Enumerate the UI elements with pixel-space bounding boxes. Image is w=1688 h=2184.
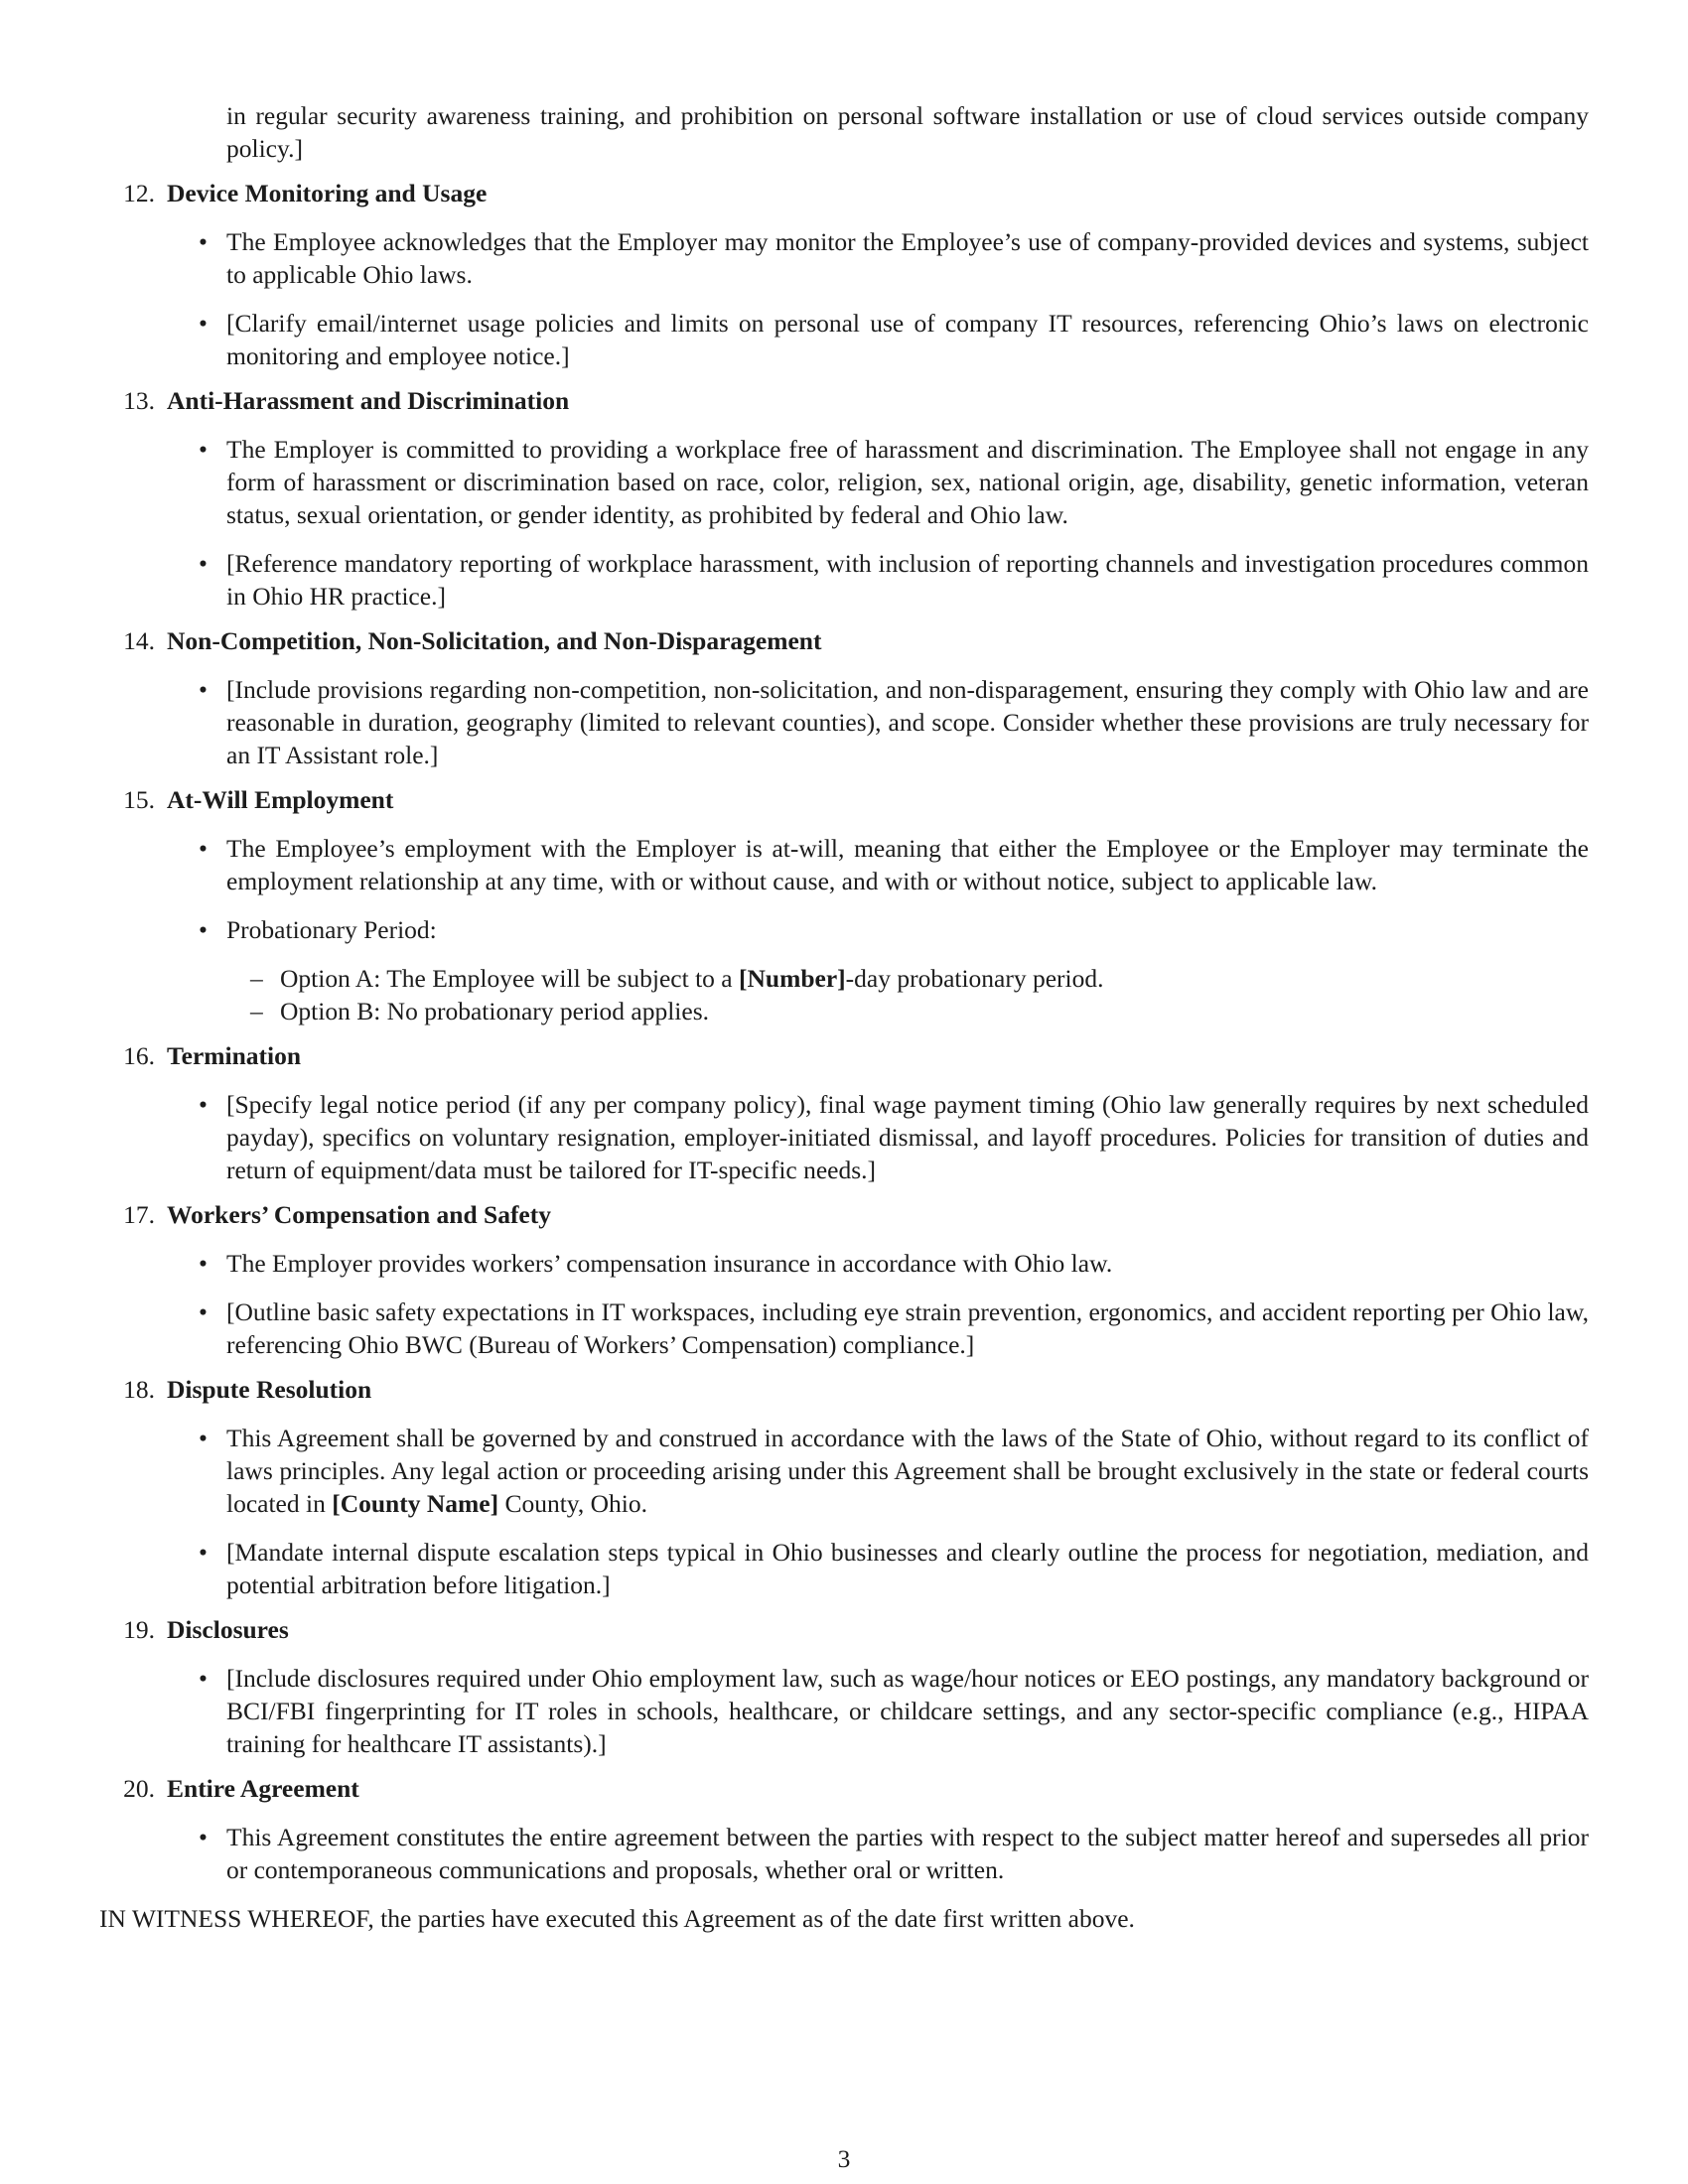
section-number: 15. [123, 785, 155, 814]
section-number: 16. [123, 1041, 155, 1070]
list-item [99, 1422, 1589, 1520]
list-item [99, 1088, 1589, 1186]
number-placeholder: [Number] [739, 964, 846, 993]
county-placeholder: [County Name] [332, 1489, 499, 1518]
bullet-list [99, 1247, 1589, 1361]
bullet-text: • The Employer provides workers’ compensation insurance in accordance with Ohio law. [226, 1249, 1113, 1278]
bullet-list [99, 1088, 1589, 1186]
page-number: 3 [837, 2144, 851, 2173]
bullet-text: • [Include disclosures required under Ohio employment law, such as wage/hour notices or EEO postings, any mandatory background or BCI/FBI fingerprinting for IT roles in schools, healthcare, or childcare settings, and any sector-specific compliance (e.g., HIPAA training for healthcare IT assistants).] [226, 1664, 1589, 1758]
bullet-text: • [Outline basic safety expectations in IT workspaces, including eye strain prevention, ergonomics, and accident reporting per Ohio law, referencing Ohio BWC (Bureau of Workers’ Compensation) compliance.] [226, 1297, 1589, 1359]
bullet-list [99, 832, 1589, 946]
list-item [99, 1247, 1589, 1280]
section-title: At-Will Employment [167, 785, 394, 814]
bullet-text: • This Agreement constitutes the entire agreement between the parties with respect to the subject matter hereof and supersedes all prior or contemporaneous communications and proposals, whether oral or written. [226, 1823, 1589, 1884]
bullet-text: • [Reference mandatory reporting of workplace harassment, with inclusion of reporting channels and investigation procedures common in Ohio HR practice.] [226, 549, 1589, 611]
witness-statement: IN WITNESS WHEREOF, the parties have executed this Agreement as of the date first written above. [99, 1904, 1135, 1933]
section-title: Device Monitoring and Usage [167, 179, 488, 207]
bullet-text: • The Employee acknowledges that the Employer may monitor the Employee’s use of company-provided devices and systems, subject to applicable Ohio laws. [226, 227, 1589, 289]
section-number: 19. [123, 1615, 155, 1644]
option-a-suffix: -day probationary period. [845, 964, 1104, 993]
section-number: 13. [123, 386, 155, 415]
section-20 [99, 1772, 1589, 1886]
list-item [99, 433, 1589, 531]
section-number: 17. [123, 1200, 155, 1229]
section-number: 18. [123, 1375, 155, 1404]
bullet-list [99, 673, 1589, 771]
bullet-text: • The Employer is committed to providing a workplace free of harassment and discrimination. The Employee shall not engage in any form of harassment or discrimination based on race, color, religion, sex, national origin, age, disability, genetic information, veteran status, sexual orientation, or gender identity, as prohibited by federal and Ohio law. [226, 435, 1589, 529]
section-14 [99, 624, 1589, 771]
section-title: Non-Competition, Non-Solicitation, and Non-Disparagement [167, 626, 822, 655]
list-item [99, 307, 1589, 372]
option-a [99, 962, 1589, 995]
list-item [99, 913, 1589, 946]
bullet-list [99, 1821, 1589, 1886]
list-item [99, 547, 1589, 613]
bullet-list [99, 433, 1589, 613]
governing-law-text: This Agreement shall be governed by and construed in accordance with the laws of the State of Ohio, without regard to its conflict of laws principles. Any legal action or proceeding arising under this Agreement shall be brought exclusively in the state or federal courts located in [226, 1424, 1589, 1518]
bullet-text: • [Mandate internal dispute escalation steps typical in Ohio businesses and clearly outline the process for negotiation, mediation, and potential arbitration before litigation.] [226, 1538, 1589, 1599]
section-15 [99, 783, 1589, 1027]
section-title: Entire Agreement [167, 1774, 359, 1803]
list-item [99, 1536, 1589, 1601]
section-title: Dispute Resolution [167, 1375, 372, 1404]
option-b-text: Option B: No probationary period applies. [280, 997, 710, 1025]
bullet-list [99, 225, 1589, 372]
list-item [99, 673, 1589, 771]
document-page [99, 99, 1589, 1935]
section-title: Anti-Harassment and Discrimination [167, 386, 570, 415]
bullet-text: • The Employee’s employment with the Employer is at-will, meaning that either the Employee or the Employer may terminate the employment relationship at any time, with or without cause, and with or without notice, subject to applicable law. [226, 834, 1589, 895]
list-item [99, 1821, 1589, 1886]
section-number: 12. [123, 179, 155, 207]
section-19 [99, 1613, 1589, 1760]
section-number: 20. [123, 1774, 155, 1803]
section-title: Workers’ Compensation and Safety [167, 1200, 551, 1229]
list-item [99, 832, 1589, 897]
probation-label: • Probationary Period: [226, 915, 437, 944]
list-item [99, 1296, 1589, 1361]
continued-paragraph: in regular security awareness training, and prohibition on personal software installation or use of cloud services outside company policy.] [226, 101, 1589, 163]
section-13 [99, 384, 1589, 613]
bullet-text [226, 1422, 1589, 1520]
bullet-list [99, 1422, 1589, 1601]
bullet-text: • [Include provisions regarding non-competition, non-solicitation, and non-disparagement, ensuring they comply with Ohio law and are reasonable in duration, geography (limited to relevant counties), and scope. Consider whether these provisions are truly necessary for an IT Assistant role.] [226, 675, 1589, 769]
section-12 [99, 177, 1589, 372]
section-16 [99, 1039, 1589, 1186]
section-18 [99, 1373, 1589, 1601]
section-17 [99, 1198, 1589, 1361]
bullet-list [99, 1662, 1589, 1760]
list-item [99, 225, 1589, 291]
section-number: 14. [123, 626, 155, 655]
option-a-text: Option A: The Employee will be subject to a [280, 964, 739, 993]
section-title: Termination [167, 1041, 302, 1070]
option-b [99, 995, 1589, 1027]
section-title: Disclosures [167, 1615, 289, 1644]
list-item [99, 1662, 1589, 1760]
option-list [99, 962, 1589, 1027]
bullet-text: • [Specify legal notice period (if any per company policy), final wage payment timing (Ohio law generally requires by next scheduled payday), specifics on voluntary resignation, employer-initiated dismissal, and layoff procedures. Policies for transition of duties and return of equipment/data must be tailored for IT-specific needs.] [226, 1090, 1589, 1184]
bullet-text: • [Clarify email/internet usage policies and limits on personal use of company IT resources, referencing Ohio’s laws on electronic monitoring and employee notice.] [226, 309, 1589, 370]
governing-law-suffix: County, Ohio. [498, 1489, 648, 1518]
